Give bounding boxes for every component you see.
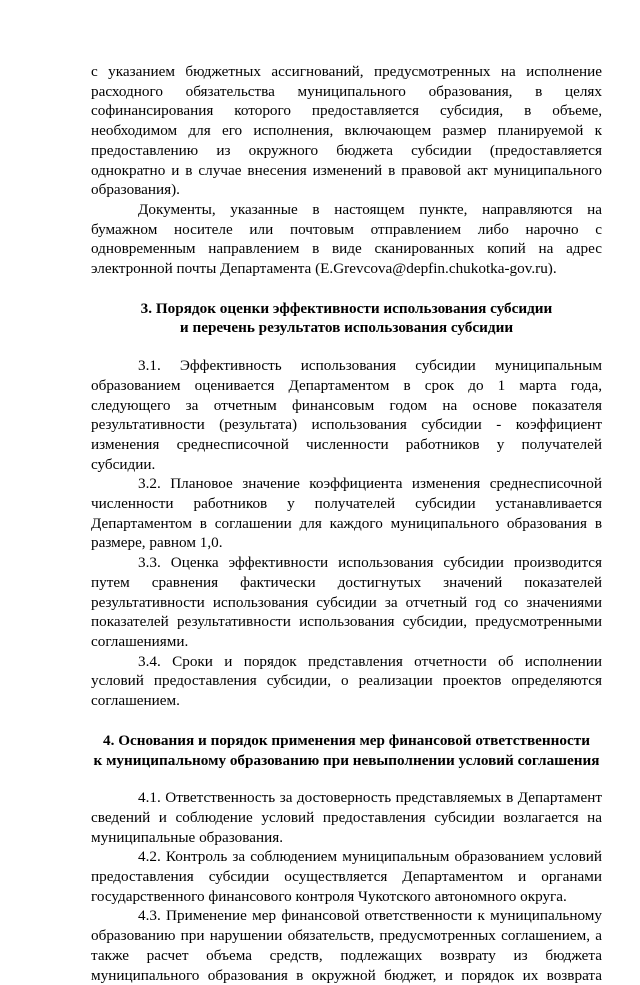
section-3-paragraph-4: 3.4. Сроки и порядок представления отчетности об исполнении условий предоставления субсидии, о реализации проектов определяются соглашением.: [91, 652, 602, 710]
section-3-title-line1: 3. Порядок оценки эффективности использования субсидии: [140, 299, 553, 317]
document-page: [91, 62, 602, 985]
section-4-title-line1: 4. Основания и порядок применения мер финансовой ответственности: [103, 731, 590, 749]
section-4-paragraph-2: 4.2. Контроль за соблюдением муниципальным образованием условий предоставления субсидии осуществляется Департаментом и органами государственного финансового контроля Чукотского автономного округа.: [91, 848, 602, 905]
section-4-paragraph-3: 4.3. Применение мер финансовой ответственности к муниципальному образованию при нарушении обязательств, предусмотренных соглашением, а также расчет объема средств, подлежащих возврату из бюджета муниципального образования в окружной бюджет, и порядок их возврата: [91, 907, 602, 984]
section-4: [91, 731, 602, 985]
section-3-paragraph-2: 3.2. Плановое значение коэффициента изменения среднесписочной численности работников у получателей субсидии устанавливается Департаментом в соглашении для каждого муниципального образования в размере, равном 1,0.: [91, 475, 602, 552]
section-3-paragraph-1: 3.1. Эффективность использования субсидии муниципальным образованием оценивается Департаментом в срок до 1 марта года, следующего за отчетным финансовым годом на основе показателя результативности (результата) использования субсидии - коэффициент изменения среднесписочной численности работников у получателей субсидии.: [91, 357, 602, 473]
intro-paragraph: с указанием бюджетных ассигнований, предусмотренных на исполнение расходного обязательства муниципального образования, в целях софинансирования которого предоставляется субсидия, в объеме, необходимом для его исполнения, включающем размер планируемой к предоставлению из окружного бюджета субсидии (предоставляется однократно и в случае внесения изменений в правовой акт муниципального образования).: [91, 63, 602, 199]
documents-paragraph: Документы, указанные в настоящем пункте, направляются на бумажном носителе или почтовым отправлением либо нарочно с одновременным направлением в виде сканированных копий на адрес электронной почты Департамента (E.Grevcova@depfin.chukotka-gov.ru).: [91, 200, 602, 278]
section-3-paragraph-3: 3.3. Оценка эффективности использования субсидии производится путем сравнения фактически достигнутых значений показателей результативности использования субсидии за отчетный год со значениями показателей результативности использования субсидии, предусмотренными соглашениями.: [91, 554, 602, 650]
section-4-title-line2: к муниципальному образованию при невыполнении условий соглашения: [93, 751, 600, 769]
section-4-paragraph-1: 4.1. Ответственность за достоверность представляемых в Департамент сведений и соблюдение условий предоставления субсидии возлагается на муниципальные образования.: [91, 789, 602, 846]
section-3-title-line2: и перечень результатов использования субсидии: [179, 319, 514, 337]
section-3: [91, 299, 602, 711]
